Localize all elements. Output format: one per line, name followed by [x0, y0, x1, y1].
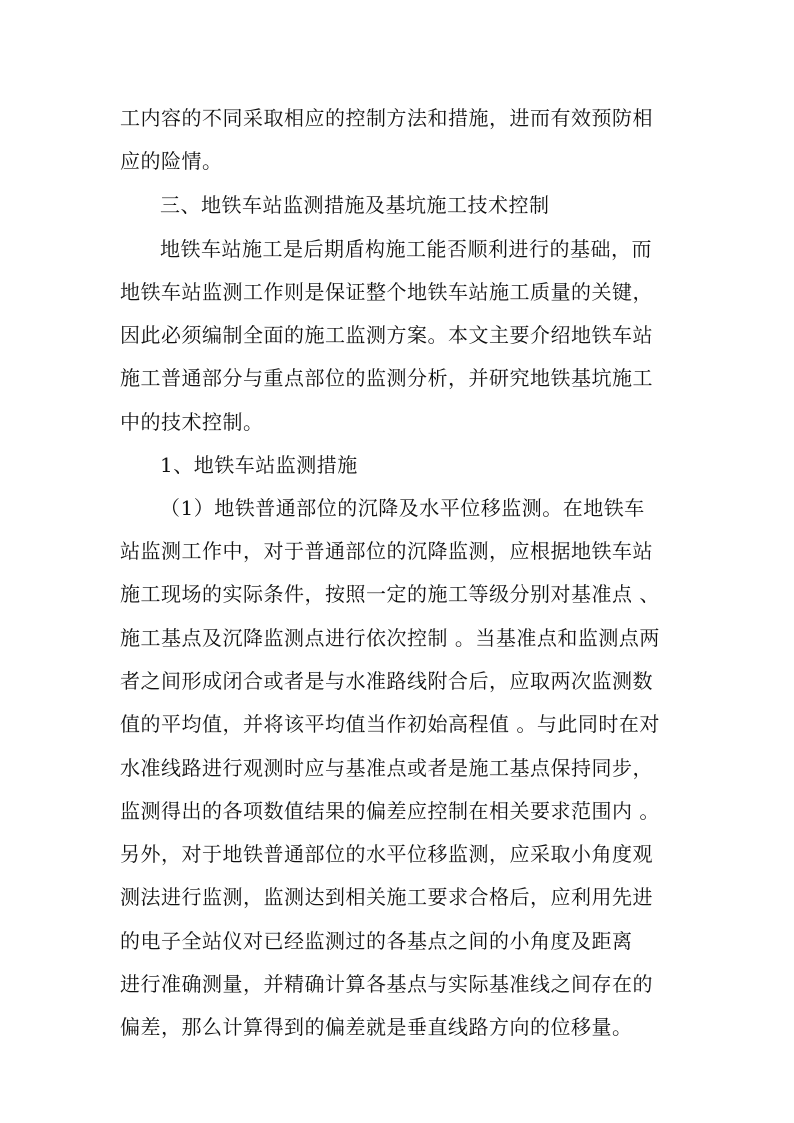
text-line: 中的技术控制。	[120, 410, 264, 434]
text-line: 偏差，那么计算得到的偏差就是垂直线路方向的位移量。	[120, 1015, 633, 1039]
section-heading: 三、地铁车站监测措施及基坑施工技术控制	[160, 193, 550, 217]
text-line: 因此必须编制全面的施工监测方案。本文主要介绍地铁车站	[120, 323, 653, 347]
text-line: 地铁车站监测工作则是保证整个地铁车站施工质量的关键，	[120, 280, 653, 304]
text-line: 站监测工作中，对于普通部位的沉降监测，应根据地铁车站	[120, 539, 653, 563]
text-line: 者之间形成闭合或者是与水准路线附合后，应取两次监测数	[120, 669, 653, 693]
text-line: 进行准确测量，并精确计算各基点与实际基准线之间存在的	[120, 972, 653, 996]
text-line: 水准线路进行观测时应与基准点或者是施工基点保持同步，	[120, 756, 653, 780]
text-line: 应的险情。	[120, 149, 223, 173]
text-line: 测法进行监测，监测达到相关施工要求合格后，应利用先进	[120, 885, 653, 909]
text-line: 施工现场的实际条件，按照一定的施工等级分别对基准点 、	[120, 582, 660, 606]
subsection-heading: 1、地铁车站监测措施	[160, 453, 358, 477]
text-line: 监测得出的各项数值结果的偏差应控制在相关要求范围内 。	[120, 799, 660, 823]
text-line: 另外，对于地铁普通部位的水平位移监测，应采取小角度观	[120, 842, 653, 866]
text-line: 的电子全站仪对已经监测过的各基点之间的小角度及距离	[120, 929, 633, 953]
text-line: 工内容的不同采取相应的控制方法和措施，进而有效预防相	[120, 106, 653, 130]
text-line: （1）地铁普通部位的沉降及水平位移监测。在地铁车	[160, 496, 645, 520]
text-line: 施工普通部分与重点部位的监测分析，并研究地铁基坑施工	[120, 366, 653, 390]
text-line: 地铁车站施工是后期盾构施工能否顺利进行的基础，而	[160, 237, 652, 261]
text-line: 施工基点及沉降监测点进行依次控制 。当基准点和监测点两	[120, 626, 660, 650]
text-line: 值的平均值，并将该平均值当作初始高程值 。与此同时在对	[120, 712, 660, 736]
